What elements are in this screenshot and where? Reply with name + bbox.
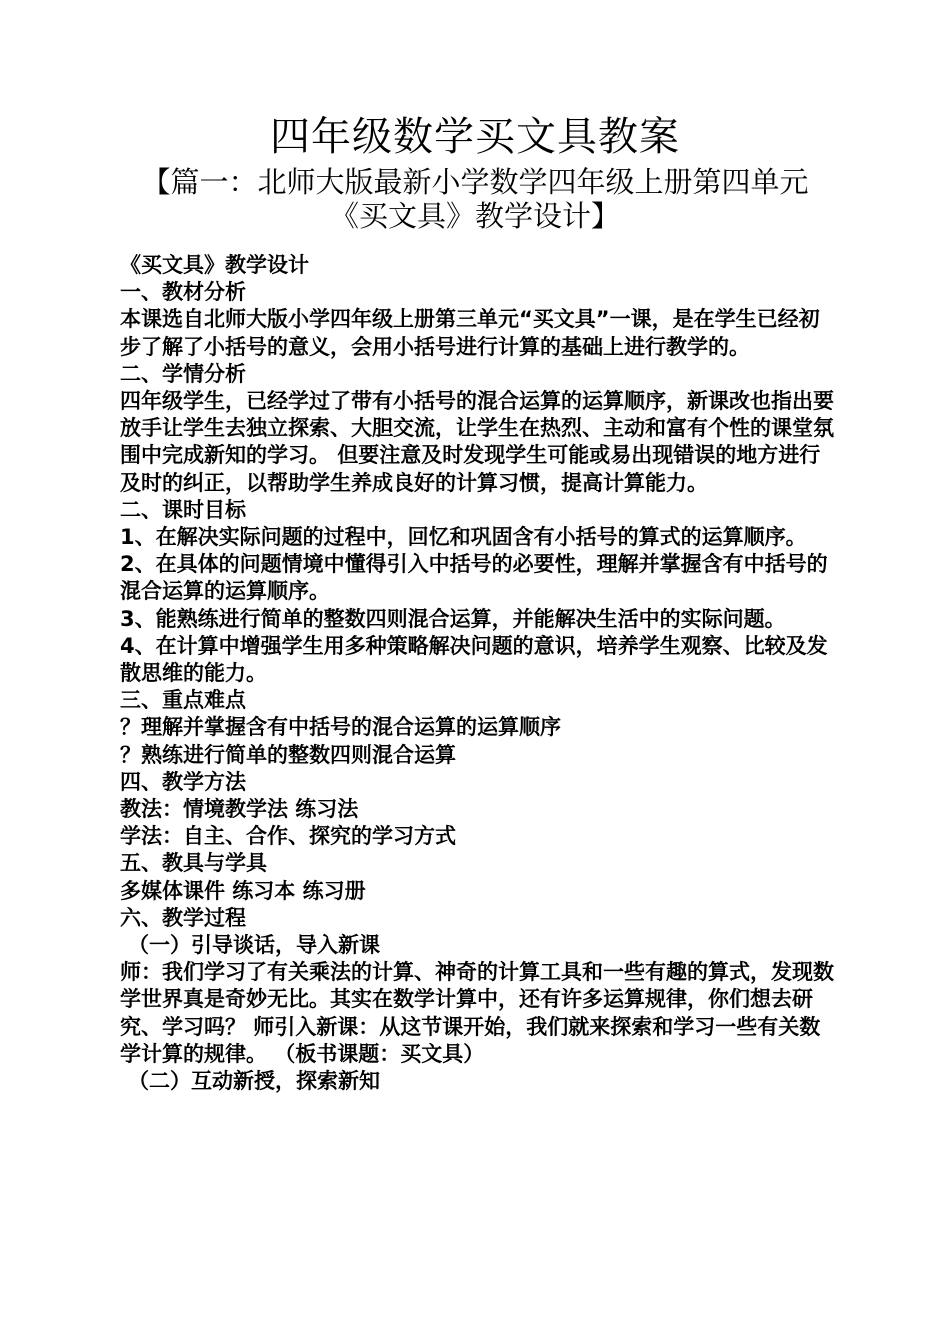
- section-heading-students: 二、学情分析: [120, 361, 246, 386]
- goal-item-3: 3、能熟练进行简单的整数四则混合运算，并能解决生活中的实际问题。: [120, 606, 786, 631]
- paragraph-students: 四年级学生，已经学过了带有小括号的混合运算的运算顺序，新课改也指出要放手让学生去独立探索、大胆交流，让学生在热烈、主动和富有个性的课堂氛围中完成新知的学习。 但要注意及时发现学生可能或易出现错误的地方进行及时的纠正，以帮助学生养成良好的计算习惯，提高计算能力。: [120, 389, 834, 495]
- key-point-2: ？熟练进行简单的整数四则混合运算: [120, 742, 456, 767]
- section-heading-material: 一、教材分析: [120, 280, 246, 305]
- document-subtitle-line-2: 《买文具》教学设计】: [329, 199, 620, 233]
- process-step-2-heading: （二）互动新授，探索新知: [128, 1069, 380, 1094]
- section-heading-methods: 四、教学方法: [120, 769, 246, 794]
- section-heading-key-points: 三、重点难点: [120, 688, 246, 713]
- section-heading-goals: 二、课时目标: [120, 497, 246, 522]
- tools-list: 多媒体课件 练习本 练习册: [120, 878, 366, 903]
- paragraph-material: 本课选自北师大版小学四年级上册第三单元“买文具”一课，是在学生已经初步了解了小括号的意义，会用小括号进行计算的基础上进行教学的。: [120, 307, 820, 359]
- goal-item-4: 4、在计算中增强学生用多种策略解决问题的意识，培养学生观察、比较及发散思维的能力。: [120, 633, 828, 686]
- document-title: 四年级数学买文具教案: [270, 114, 680, 160]
- goal-item-2: 2、在具体的问题情境中懂得引入中括号的必要性，理解并掌握含有中括号的混合运算的运算顺序。: [120, 552, 828, 604]
- goal-item-1: 1、在解决实际问题的过程中，回忆和巩固含有小括号的算式的运算顺序。: [120, 525, 807, 550]
- section-heading-tools: 五、教具与学具: [120, 851, 267, 876]
- design-heading: 《买文具》教学设计: [120, 253, 309, 277]
- teaching-method: 教法：情境教学法 练习法: [120, 797, 359, 822]
- learning-method: 学法：自主、合作、探究的学习方式: [120, 824, 456, 849]
- document-body: [116, 252, 838, 1095]
- key-point-1: ？理解并掌握含有中括号的混合运算的运算顺序: [120, 715, 561, 740]
- document-subtitle-line-1: 【篇一：北师大版最新小学数学四年级上册第四单元: [141, 165, 809, 199]
- process-step-1-heading: （一）引导谈话，导入新课: [128, 933, 380, 958]
- section-heading-process: 六、教学过程: [120, 905, 246, 930]
- process-step-1-paragraph: 师：我们学习了有关乘法的计算、神奇的计算工具和一些有趣的算式，发现数学世界真是奇妙无比。其实在数学计算中，还有许多运算规律，你们想去研究、学习吗？ 师引入新课：从这节课开始，我们就来探索和学习一些有关数学计算的规律。 （板书课题：买文具）: [120, 960, 834, 1066]
